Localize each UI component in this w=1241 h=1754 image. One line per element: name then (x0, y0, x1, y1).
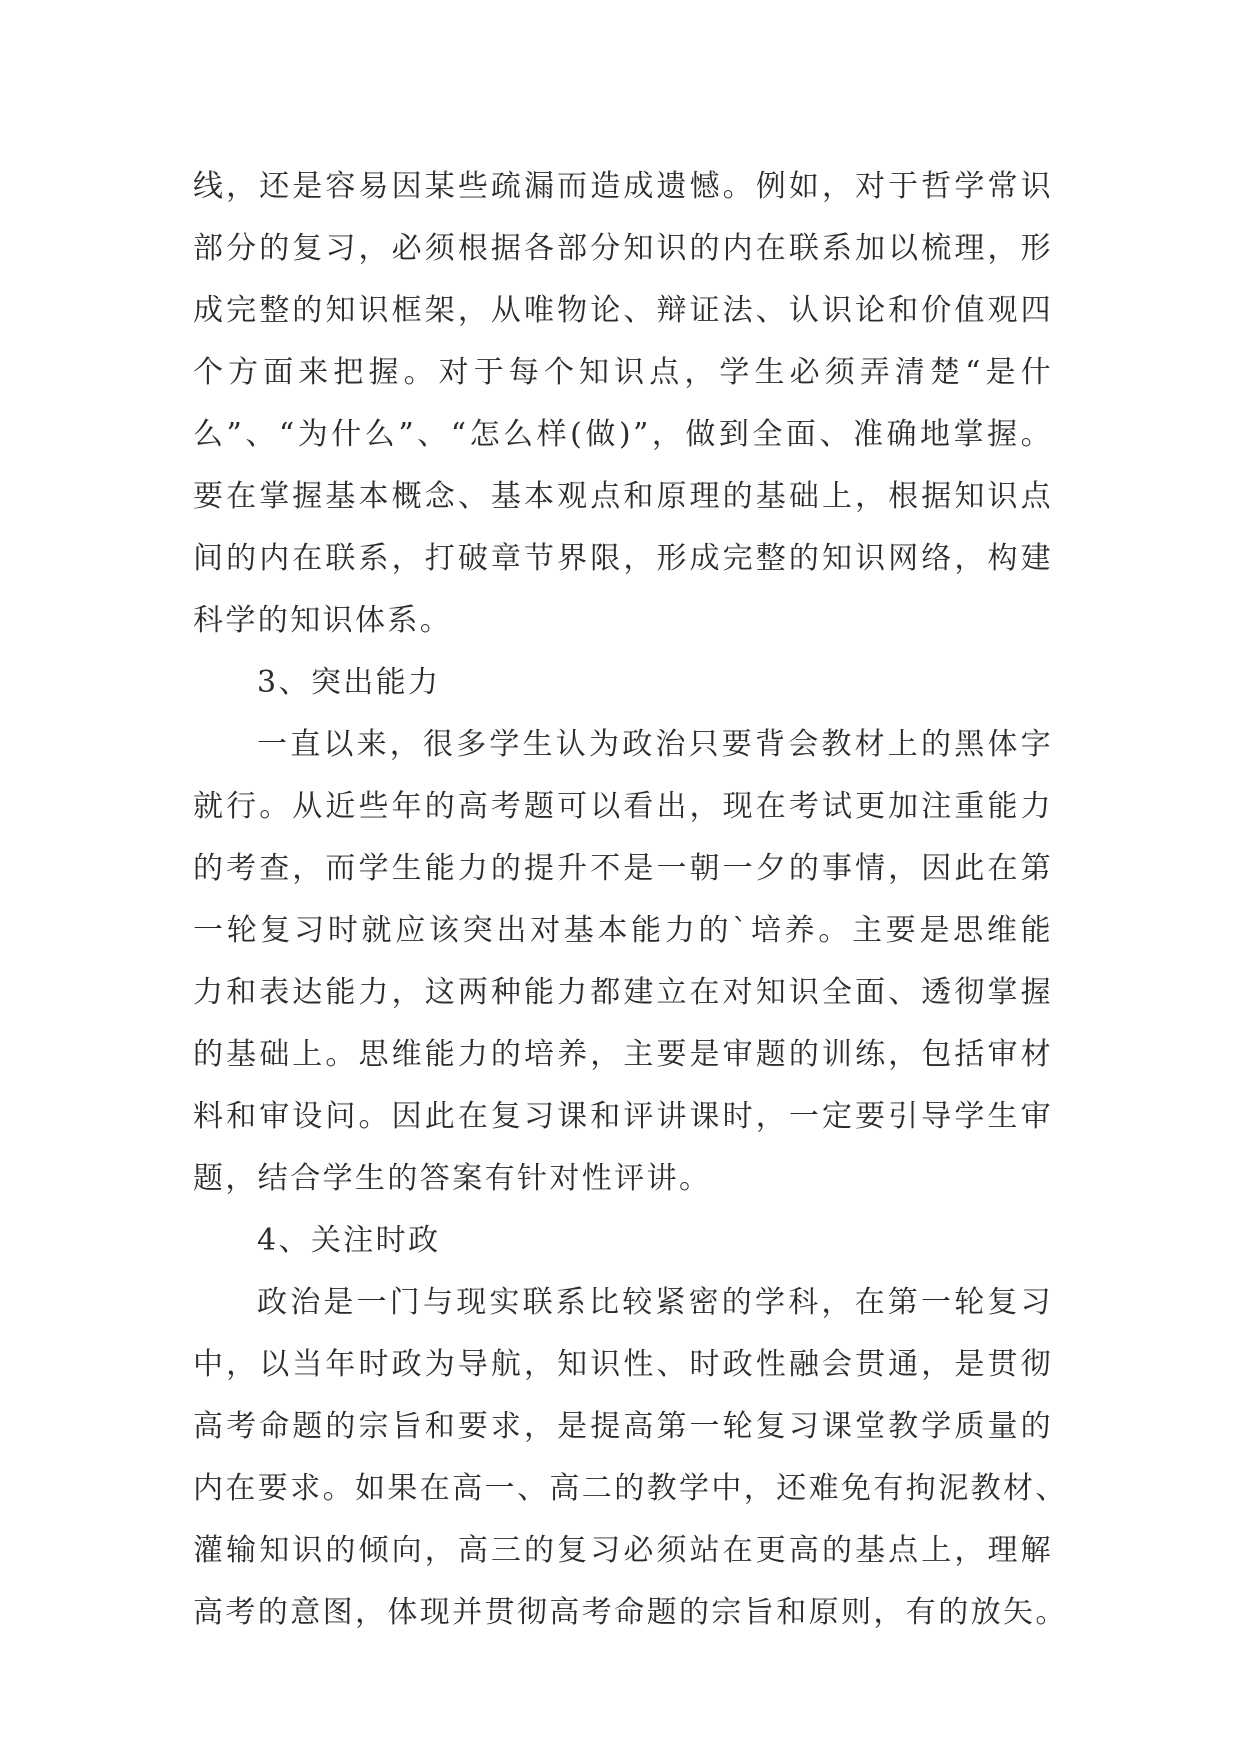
text-line: 高考命题的宗旨和要求，是提高第一轮复习课堂教学质量的 (193, 1409, 1053, 1444)
text-line: 部分的复习，必须根据各部分知识的内在联系加以梳理，形 (193, 231, 1053, 266)
paragraph-knowledge-structure (193, 156, 1053, 652)
text-line: 题，结合学生的答案有针对性评讲。 (193, 1161, 712, 1196)
text-line: 料和审设问。因此在复习课和评讲课时，一定要引导学生审 (193, 1099, 1053, 1134)
text-line: 政治是一门与现实联系比较紧密的学科，在第一轮复习 (257, 1285, 1053, 1320)
text-line: 间的内在联系，打破章节界限，形成完整的知识网络，构建 (193, 541, 1053, 576)
text-line: 要在掌握基本概念、基本观点和原理的基础上，根据知识点 (193, 479, 1053, 514)
text-line: 内在要求。如果在高一、高二的教学中，还难免有拘泥教材、 (193, 1471, 1068, 1506)
text-line: 线，还是容易因某些疏漏而造成遗憾。例如，对于哲学常识 (193, 169, 1053, 204)
text-line: 的基础上。思维能力的培养，主要是审题的训练，包括审材 (193, 1037, 1053, 1072)
paragraph-current-affairs (193, 1272, 1068, 1644)
text-line: 个方面来把握。对于每个知识点，学生必须弄清楚“是什 (193, 355, 1053, 390)
section-heading-3: 3、突出能力 (257, 665, 441, 700)
text-line: 高考的意图，体现并贯彻高考命题的宗旨和原则，有的放矢。 (193, 1595, 1068, 1630)
text-line: 科学的知识体系。 (193, 603, 453, 638)
paragraph-ability (193, 714, 1053, 1210)
text-line: 成完整的知识框架，从唯物论、辩证法、认识论和价值观四 (193, 293, 1053, 328)
text-line: 中，以当年时政为导航，知识性、时政性融会贯通，是贯彻 (193, 1347, 1053, 1382)
document-body (193, 156, 1068, 1644)
text-line: 力和表达能力，这两种能力都建立在对知识全面、透彻掌握 (193, 975, 1053, 1010)
section-heading-4: 4、关注时政 (257, 1223, 441, 1258)
text-line: 么”、“为什么”、“怎么样(做)”，做到全面、准确地掌握。 (193, 417, 1053, 452)
text-line: 灌输知识的倾向，高三的复习必须站在更高的基点上，理解 (193, 1533, 1053, 1568)
text-line: 一轮复习时就应该突出对基本能力的`培养。主要是思维能 (193, 913, 1053, 948)
text-line: 一直以来，很多学生认为政治只要背会教材上的黑体字 (257, 727, 1053, 762)
text-line: 的考查，而学生能力的提升不是一朝一夕的事情，因此在第 (193, 851, 1053, 886)
text-line: 就行。从近些年的高考题可以看出，现在考试更加注重能力 (193, 789, 1053, 824)
